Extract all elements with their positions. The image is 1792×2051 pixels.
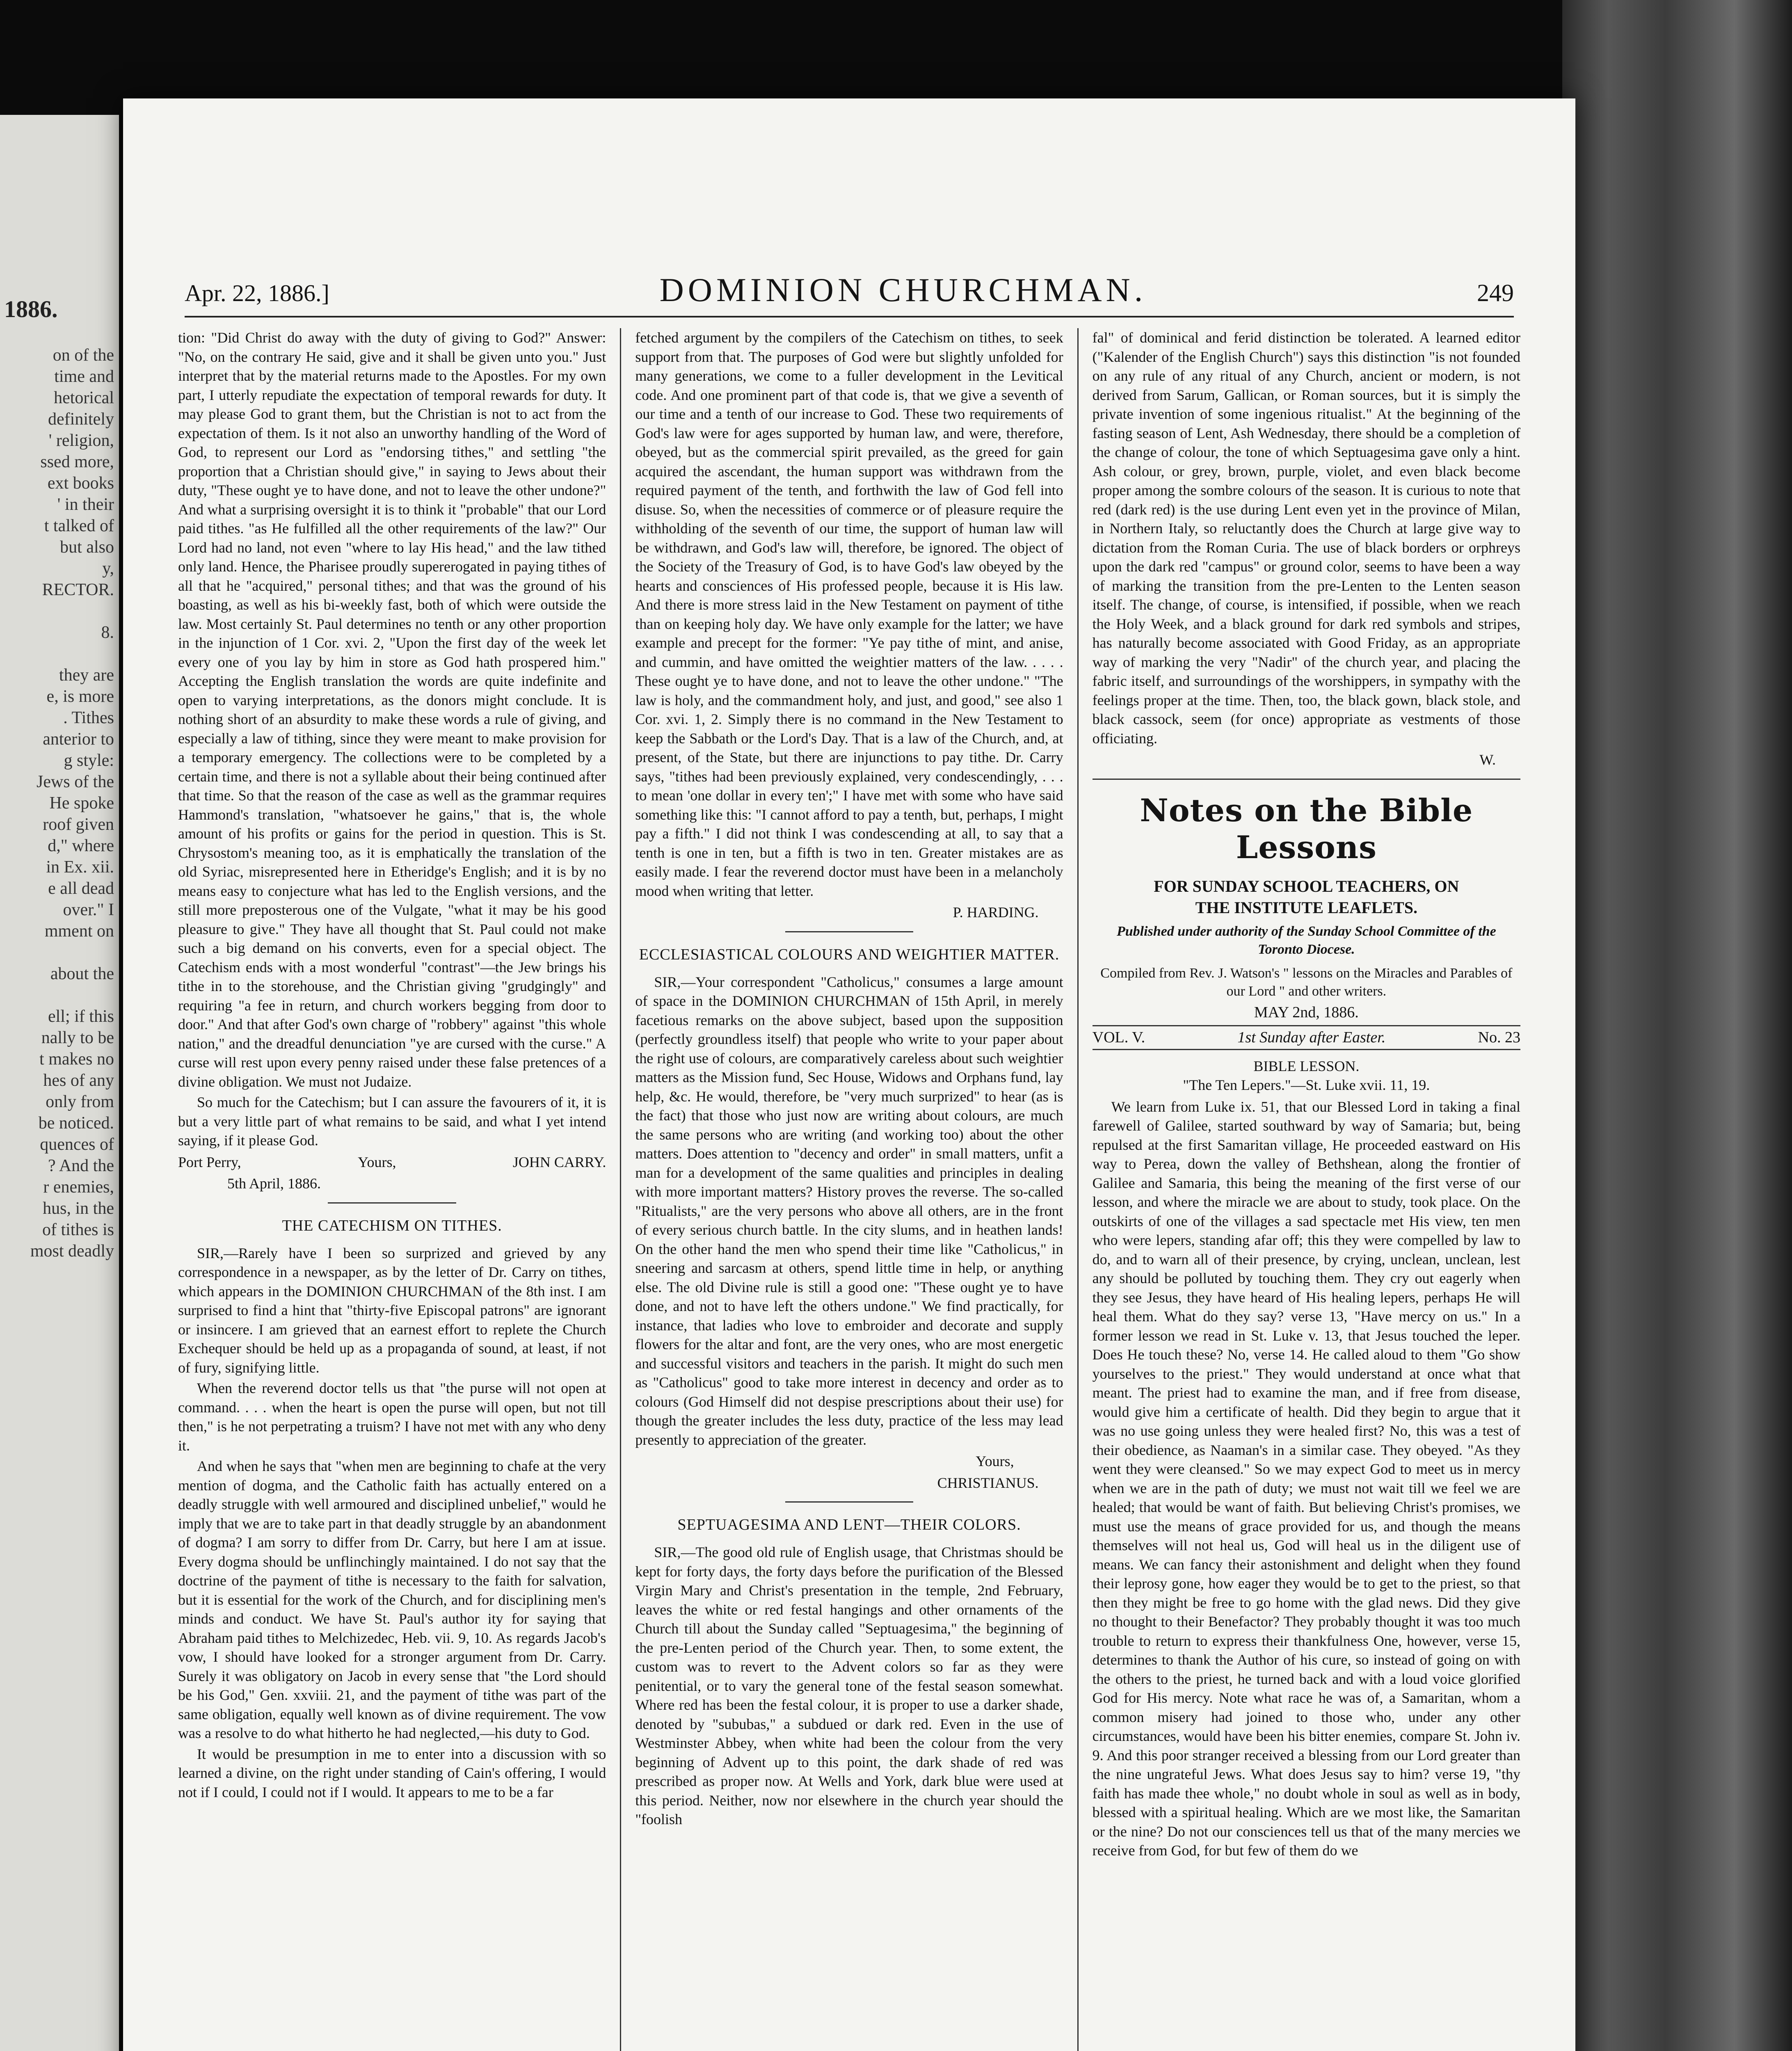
signature-w: W. [1479, 751, 1496, 768]
page-header [185, 271, 1514, 317]
lesson-date: MAY 2nd, 1886. [1254, 1003, 1359, 1021]
paragraph: fal" of dominical and ferid distinction be tolerated. A learned editor ("Kalender of the English Church") says this distinction "is not founded on any rule of any ritual of any Church, ancient or modern, is not derived from Sarum, Gallican, or Roman sources, but it is simply the private invention of some ingenious ritualist." At the beginning of the fasting season of Lent, Ash Wednesday, there should be a completion of the change of colour, the tone of which Septuagesima gave only a hint. Ash colour, or grey, brown, purple, violet, and even black become proper among the sombre colours of the season. It is curious to note that red (dark red) is the use during Lent even yet in the province of Milan, in Northern Italy, so reluctantly does the Church at large give way to dictation from the Roman Curia. The use of black borders or orphreys upon the dark red "campus" or ground color, seems to have been a way of marking the transition from the pre-Lenten to the Lenten season itself. The change, of course, is intensified, if possible, when we reach the Holy Week, and a black ground for dark red symbols and stripes, has naturally become associated with Good Friday, as an appropriate way of marking the very "Nadir" of the church year, and placing the fabric itself, and surroundings of the worshippers, in sympathy with the feelings proper at the time. Then, too, the black gown, black stole, and black cassock, seem (for once) appropriate as vestments of those officiating. [1092, 329, 1520, 747]
paragraph: SIR,—Your correspondent "Catholicus," consumes a large amount of space in the DOMINION CHURCHMAN of 15th April, in merely facetious remarks on the above subject, based upon the supposition (perfectly groundless itself) that people who write to your paper about the right use of colours, are comparatively careless about such weightier matters as the Mission fund, Sec House, Widows and Orphans fund, lay help, &c. He would, therefore, be "very much surprized" to hear (as is the fact) that those who just now are writing about colours, are much the same persons who are writing (and working too) about the other matters. Does attention to "decency and order" in small matters, unfit a man for a development of the same qualities and principles in dealing with more important matters? History proves the reverse. The so-called "Ritualists," are the very persons who above all others, are in the front of every serious church battle. In the city slums, and in heathen lands! On the other hand the men who spend their time like "Catholicus," in sneering and sarcasm at others, spend little time in help, or anything else. The old Divine rule is still a good one: "These ought ye to have done, and not to have left the others undone." We find practically, for instance, that ladies who love to embroider and decorate and supply flowers for the altar and font, are the very ones, who are most energetic and successful visitors and teachers in the parish. It might do such men as "Catholicus" good to take more interest in decency and order as to colours (God Himself did not despise prescriptions about their use) for though the greater includes the less duty, practice of the less may lead presently to appreciation of the greater. [635, 973, 1063, 1448]
page-number: 249 [1477, 279, 1514, 306]
signature-christianus: CHRISTIANUS. [937, 1474, 1039, 1491]
volume-row [1093, 1025, 1520, 1050]
publisher-note: Published under authority of the Sunday School Committee of the Toronto Diocese. [1116, 923, 1496, 957]
signature-name: JOHN CARRY. [512, 1153, 606, 1170]
paragraph: tion: "Did Christ do away with the duty of giving to God?" Answer: "No, on the contrary He said, give and it shall be given unto you." Just interpret that by the material returns made to the Apostles. For my own part, I utterly repudiate the expectation of temporal rewards for duty. It may please God to grant them, but the Christian is not to act from the expectation of them. Is it not also an unworthy handling of the Word of God, to represent our Lord as "endorsing tithes," and settling "the proportion that a Christian should give," in saying to Jews about their duty, "These ought ye to have done, and not to leave the other undone?" And what a surprising oversight it is to think it "probable" that our Lord paid tithes. "as He fulfilled all the other requirements of the law?" Our Lord had no land, not even "where to lay His head," and the law tithed only land. Hence, the Pharisee proudly supererogated in paying tithes of all that he "acquired," personal tithes; and that was the ground of his boasting, as well as his bi-weekly fast, both of which were outside the law. Most certainly St. Paul determines no tenth or any other proportion in the injunction of 1 Cor. xvi. 2, "Upon the first day of the week let every one of you lay by him in store as God hath prospered him." Accepting the English translation the words are quite indefinite and open to varying interpretations, as the donors might conclude. It is nothing short of an absurdity to make these words a rule of giving, and especially a law of tithing, since they were meant to make provision for a temporary emergency. The collections were to be completed by a certain time, and there is not a syllable about their being continued after that time. So that the reason of the case as well as the grammar requires Hammond's translation, "whatsoever he gains," that is, the whole amount of his profits or gains for the period in question. This is St. Chrysostom's meaning too, as it is emphatically the translation of the old Syriac, misrepresented here in Etheridge's English; and it is by no means easy to conjecture what has led to the English versions, and the still more preposterous one of the Vulgate, "what it may be his good pleasure to give." They have all thought that St. Paul could not make such a big demand on his converts, even for a special object. The Catechism ends with a most wonderful "contrast"—the Jew brings his tithe in to the storehouse, and the Christian giving "grudgingly" and requiring "a fee in return, and church workers begging from door to door." And that after God's own charge of "robbery" against "this whole nation," and the dreadful denunciation "ye are cursed with the curse." A curse will rest upon every penny raised under these false pretences of a divine obligation. We must not Judaize. [178, 329, 606, 1090]
paragraph: We learn from Luke ix. 51, that our Blessed Lord in taking a final farewell of Galilee, started southward by way of Samaria; but, being repulsed at the first Samaritan village, He proceeded eastward on His way to Perea, down the valley of Bethshean, along the frontier of Galilee and Samaria, this being the meaning of the first verse of our lesson, and where the miracle we are about to study, took place. On the outskirts of one of the villages a sad spectacle met His view, ten men who were lepers, standing afar off; this they were compelled by law to do, and to warn all of their presence, by crying, unclean, unclean, lest any should be polluted by touching them. They cry out eagerly when they see Jesus, they have heard of His healing lepers, perhaps He will heal them. What do they say? verse 13, "Have mercy on us." In a former lesson we read in St. Luke v. 13, that Jesus touched the leper. Does He touch these? No, verse 14. He called aloud to them "Go show yourselves to the priest." They would understand at once what that meant. The priest had to examine the man, and if free from disease, would give him a certificate of health. Did they begin to argue that it was no use going unless they were healed first? No, this was a test of their obedience, as Naaman's in a similar case. They obeyed. "As they went they were cleansed." So we may expect God to meet us in mercy when we are in the path of duty; we must not wait till we feel we are healed; that would be want of faith. But believing Christ's promises, we must use the means of grace provided for us, and though the means themselves will not heal us, God will heal us in the diligent use of means. We can fancy their astonishment and delight when they found their leprosy gone, how eager they would be to get to the priest, so that then they might be free to go home with the glad news. Did they give no thought to their Benefactor? They probably thought it was too much trouble to return to express their thankfulness One, however, verse 15, determines to thank the Author of his cure, so instead of going on with the others to the priest, he turned back and with a loud voice glorified God for His mercy. Note what race he was of, a Samaritan, whom a common misery had joined to those who, under any other circumstances, would have been his bitter enemies, compare St. John iv. 9. And this poor stranger received a blessing from our Lord greater than the nine ungrateful Jews. What does Jesus say to him? verse 19, "thy faith has made thee whole," no doubt whole in soul as well as in body, blessed with a spiritual healing. Which are we most like, the Samaritan or the nine? Do not our consciences tell us that of the many mercies we receive from God, for but few of them do we [1092, 1098, 1520, 1859]
issue-date: Apr. 22, 1886.] [185, 280, 329, 306]
column-3 [1077, 328, 1534, 2051]
issue-number: No. 23 [1478, 1029, 1520, 1046]
lesson-heading: BIBLE LESSON. [1253, 1057, 1360, 1074]
article-heading: SEPTUAGESIMA AND LENT—THEIR COLORS. [677, 1516, 1021, 1533]
facing-page-edge [0, 115, 119, 2051]
column-1 [164, 328, 620, 2051]
section-subtitle: THE INSTITUTE LEAFLETS. [1195, 898, 1417, 917]
paragraph: fetched argument by the compilers of the Catechism on tithes, to seek support from that. The purposes of God were but slightly unfolded for many generations, we come to a fuller development in the Levitical code. And one prominent part of that code is, that we give a seventh of our time and a tenth of our increase to God. These two requirements of God's law were for ages supported by human law, and were, therefore, obeyed, but as the commercial spirit prevailed, as the greed for gain acquired the ascendant, the human support was withdrawn from the required payment of the tenth, and forthwith the law of God fell into disuse. So, when the necessities of commerce or of pleasure require the withholding of the seventh of our time, the support of human law will be withdrawn, and God's law will, therefore, be ignored. The object of the Society of the Treasury of God, is to have God's law obeyed by the hearts and consciences of His professed people, because it is His law. And there is more stress laid in the New Testament on payment of tithe than on keeping holy day. We have only example for the latter; we have example and precept for the former: "Ye pay tithe of mint, and anise, and cummin, and have omitted the weightier matters of the law. . . . . These ought ye to have done, and not to leave the other undone." "The law is holy, and the commandment holy, and just, and good," see also 1 Cor. xvi. 1, 2. Simply there is no command in the New Testament to keep the Sabbath or the Lord's Day. That is a law of the Church, and, at present, of the State, but there are injunctions to pay tithe. Dr. Carry says, "tithes had been previously explained, very condescendingly, . . . to mean 'one dollar in every ten';" I have met with some who have said something like this: "I cannot afford to pay a tenth, but, perhaps, I might pay a fifth." I did not think I was condescending at all, to say that a tenth is one in ten, but a fifth is two in ten. Greater mistakes are as easily made. I fear the reverend doctor must have been in a melancholy mood when writing that letter. [635, 329, 1063, 899]
divider [785, 931, 914, 932]
sunday-label: 1st Sunday after Easter. [1237, 1029, 1386, 1046]
volume: VOL. V. [1092, 1029, 1145, 1046]
newspaper-page [123, 98, 1575, 2051]
section-subtitle: FOR SUNDAY SCHOOL TEACHERS, ON [1154, 877, 1459, 895]
signature-carry [178, 1153, 606, 1172]
column-2 [620, 328, 1077, 2051]
columns [164, 328, 1534, 2051]
paragraph: And when he says that "when men are beginning to chafe at the very mention of dogma, and the Catholic faith has actually entered on a deadly struggle with well armoured and disciplined unbelief," would he imply that we are to take part in that deadly struggle by an abandonment of dogma? I am sorry to differ from Dr. Carry, but here I am at issue. Every dogma should be unflinchingly maintained. I do not say that the doctrine of the payment of tithe is necessary to the faith for salvation, but it is essential for the work of the Church, and for disciplining men's minds and conduct. We have St. Paul's author ity for saying that Abraham paid tithes to Melchizedec, Heb. vii. 9, 10. As regards Jacob's vow, I should have looked for a stronger argument from Dr. Carry. Surely it was obligatory on Jacob in every sense that "the Lord should be his God," Gen. xxviii. 21, and the payment of tithe was part of the same obligation, equally well known as of divine requirement. The vow was a resolve to do what hitherto he had neglected,—his duty to God. [178, 1458, 606, 1741]
article-heading: ECCLESIASTICAL COLOURS AND WEIGHTIER MATTER. [639, 946, 1060, 963]
signature-harding: P. HARDING. [953, 904, 1039, 920]
divider [328, 1202, 456, 1204]
signature-closing: Yours, [976, 1453, 1014, 1469]
article-heading: THE CATECHISM ON TITHES. [282, 1217, 502, 1234]
divider [785, 1501, 914, 1503]
paragraph: SIR,—Rarely have I been so surprized and grieved by any correspondence in a newspaper, as by the letter of Dr. Carry on tithes, which appears in the DOMINION CHURCHMAN of the 8th inst. I am surprised to find a hint that "thirty-five Episcopal patrons" are ignorant or insincere. I am grieved that an earnest effort to replete the Church Exchequer should be held up as a propaganda of sound, at least, if not of fury, signifying little. [178, 1245, 606, 1376]
paragraph: SIR,—The good old rule of English usage, that Christmas should be kept for forty days, the forty days before the purification of the Blessed Virgin Mary and Christ's presentation in the temple, 2nd February, leaves the white or red festal hangings and other ornaments of the Church till about the Sunday called "Septuagesima," the beginning of the pre-Lenten period of the Church year. Then, to some extent, the custom was to revert to the Advent colors so far as they were penitential, or to vary the general tone of the festal season somewhat. Where red has been the festal colour, it is proper to use a darker shade, denoted by "sububas," a subdued or dark red. Even in the use of Westminster Abbey, when white had been the colour from the very beginning of Advent up to this point, the dark shade of red was prescribed as proper now. At Wells and York, dark blue were used at this period. Neither, now nor elsewhere in the church year should the "foolish [635, 1544, 1063, 1827]
divider [1093, 779, 1520, 780]
paragraph: When the reverend doctor tells us that "the purse will not open at command. . . . when the heart is open the purse will open, but not till then," is he not perpetrating a truism? I have not met with any who deny it. [178, 1380, 606, 1454]
section-title: Notes on the Bible Lessons [1140, 792, 1473, 866]
paragraph: So much for the Catechism; but I can assure the favourers of it, it is but a very little part of what remains to be said, and what I yet intend saying, if it please God. [178, 1094, 606, 1149]
signature-closing: Yours, [358, 1153, 396, 1170]
masthead-title: DOMINION CHURCHMAN. [659, 271, 1147, 308]
signature-place: Port Perry, [178, 1153, 241, 1170]
book-spine [1562, 0, 1792, 2051]
compiler-note: Compiled from Rev. J. Watson's " lessons on the Miracles and Parables of our Lord " and other writers. [1100, 965, 1513, 999]
paragraph: It would be presumption in me to enter into a discussion with so learned a divine, on the right under standing of Cain's offering, I would not if I could, I could not if I would. It appears to me to be a far [178, 1745, 606, 1800]
lesson-reference: "The Ten Lepers."—St. Luke xvii. 11, 19. [1183, 1077, 1430, 1093]
facing-page-year: 1886. [4, 296, 58, 322]
signature-date: 5th April, 1886. [227, 1175, 321, 1192]
facing-page-fragment: on of the time and hetorical definitely ' religion, ssed more, ext books ' in their t talked of but also y, RECTOR. 8. they are e, is more . Tithes anterior to g style: Jews of the He spoke roof given d," where in Ex. xii. e all dead over." I mment on about the ell; if this nally to be t makes no hes of any only from be noticed. quences of ? And the r enemies, hus, in the of tithes is most deadly [30, 346, 114, 1261]
